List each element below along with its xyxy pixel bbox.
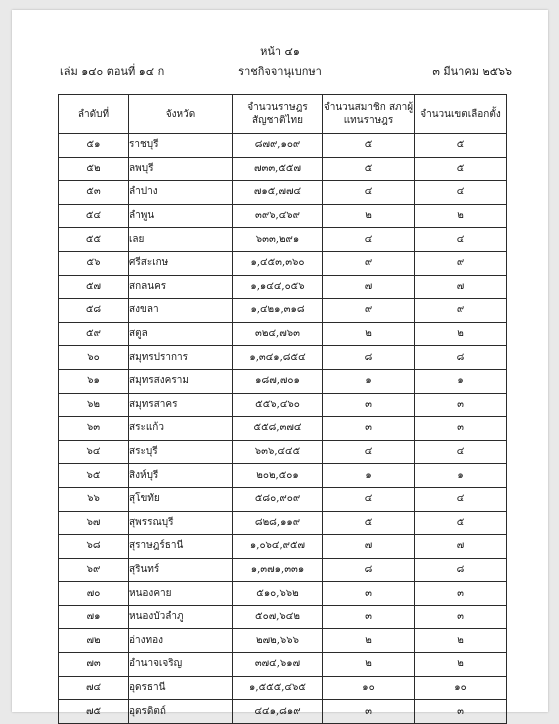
row-number: ๕๕: [59, 228, 129, 252]
district-count-value: ๓: [415, 700, 507, 724]
table-row: [59, 299, 507, 323]
row-number: ๗๐: [59, 582, 129, 606]
header-mp-count: จำนวนสมาชิก สภาผู้แทนราษฎร: [323, 95, 415, 134]
table-row: [59, 511, 507, 535]
population-value: ๕๐๗,๖๔๒: [233, 605, 323, 629]
row-number: ๗๒: [59, 629, 129, 653]
row-number: ๖๓: [59, 417, 129, 441]
mp-count-value: ๔: [323, 487, 415, 511]
mp-count-value: ๗: [323, 275, 415, 299]
table-row: [59, 157, 507, 181]
mp-count-value: ๒: [323, 629, 415, 653]
population-value: ๗๑๕,๗๗๔: [233, 181, 323, 205]
row-number: ๖๔: [59, 440, 129, 464]
population-value: ๑,๔๕๓,๓๖๐: [233, 251, 323, 275]
row-number: ๖๒: [59, 393, 129, 417]
row-number: ๕๒: [59, 157, 129, 181]
population-value: ๖๓๓,๒๙๑: [233, 228, 323, 252]
population-value: ๑,๑๔๔,๐๕๖: [233, 275, 323, 299]
district-count-value: ๗: [415, 275, 507, 299]
province-name: สุโขทัย: [129, 487, 233, 511]
mp-count-value: ๑๐: [323, 676, 415, 700]
district-count-value: ๒: [415, 204, 507, 228]
province-name: สมุทรสงคราม: [129, 369, 233, 393]
population-value: ๒๐๒,๕๐๑: [233, 464, 323, 488]
mp-count-value: ๕: [323, 134, 415, 158]
row-number: ๕๙: [59, 322, 129, 346]
table-row: [59, 676, 507, 700]
mp-count-value: ๔: [323, 440, 415, 464]
table-row: [59, 251, 507, 275]
header-population: จำนวนราษฎร สัญชาติไทย: [233, 95, 323, 134]
population-value: ๕๕๘,๓๗๔: [233, 417, 323, 441]
district-count-value: ๙: [415, 251, 507, 275]
population-value: ๔๔๑,๘๑๙: [233, 700, 323, 724]
province-name: ราชบุรี: [129, 134, 233, 158]
province-name: ศรีสะเกษ: [129, 251, 233, 275]
population-value: ๓๙๖,๔๖๙: [233, 204, 323, 228]
province-name: สระแก้ว: [129, 417, 233, 441]
district-count-value: ๓: [415, 605, 507, 629]
table-row: [59, 605, 507, 629]
district-count-value: ๙: [415, 299, 507, 323]
district-count-value: ๑: [415, 369, 507, 393]
district-count-value: ๓: [415, 393, 507, 417]
population-value: ๘๒๘,๑๑๙: [233, 511, 323, 535]
row-number: ๗๕: [59, 700, 129, 724]
province-name: สุรินทร์: [129, 558, 233, 582]
district-count-value: ๕: [415, 134, 507, 158]
province-name: สระบุรี: [129, 440, 233, 464]
district-count-value: ๑๐: [415, 676, 507, 700]
table-row: [59, 417, 507, 441]
table-row: [59, 558, 507, 582]
table-row: [59, 204, 507, 228]
province-name: ลพบุรี: [129, 157, 233, 181]
district-count-value: ๒: [415, 629, 507, 653]
population-value: ๕๑๐,๖๖๒: [233, 582, 323, 606]
province-table: [58, 94, 507, 724]
district-count-value: ๔: [415, 440, 507, 464]
mp-count-value: ๙: [323, 251, 415, 275]
row-number: ๕๑: [59, 134, 129, 158]
mp-count-value: ๓: [323, 605, 415, 629]
province-name: สมุทรสาคร: [129, 393, 233, 417]
row-number: ๕๗: [59, 275, 129, 299]
population-value: ๑,๔๒๑,๓๑๘: [233, 299, 323, 323]
gazette-title: ราชกิจจานุเบกษา: [238, 65, 322, 78]
district-count-value: ๒: [415, 322, 507, 346]
population-value: ๕๕๖,๔๖๐: [233, 393, 323, 417]
population-value: ๒๗๒,๖๖๖: [233, 629, 323, 653]
table-row: [59, 322, 507, 346]
province-name: ลำปาง: [129, 181, 233, 205]
table-body: [59, 134, 507, 724]
population-value: ๗๓๓,๕๕๗: [233, 157, 323, 181]
mp-count-value: ๘: [323, 558, 415, 582]
mp-count-value: ๓: [323, 417, 415, 441]
district-count-value: ๘: [415, 346, 507, 370]
mp-count-value: ๔: [323, 228, 415, 252]
page-number: หน้า ๔๑: [260, 45, 300, 58]
population-value: ๑,๓๔๑,๘๕๔: [233, 346, 323, 370]
district-count-value: ๒: [415, 653, 507, 677]
population-value: ๑,๕๕๕,๔๖๕: [233, 676, 323, 700]
district-count-value: ๔: [415, 487, 507, 511]
table-row: [59, 440, 507, 464]
table-header-row: [59, 95, 507, 134]
mp-count-value: ๒: [323, 653, 415, 677]
mp-count-value: ๒: [323, 322, 415, 346]
mp-count-value: ๓: [323, 700, 415, 724]
mp-count-value: ๓: [323, 393, 415, 417]
mp-count-value: ๕: [323, 511, 415, 535]
province-name: สกลนคร: [129, 275, 233, 299]
district-count-value: ๑: [415, 464, 507, 488]
province-name: สิงห์บุรี: [129, 464, 233, 488]
province-name: อ่างทอง: [129, 629, 233, 653]
mp-count-value: ๔: [323, 181, 415, 205]
table-row: [59, 487, 507, 511]
population-value: ๘๗๙,๑๐๙: [233, 134, 323, 158]
province-name: เลย: [129, 228, 233, 252]
table-row: [59, 653, 507, 677]
mp-count-value: ๒: [323, 204, 415, 228]
population-value: ๑,๓๗๑,๓๓๑: [233, 558, 323, 582]
table-row: [59, 228, 507, 252]
row-number: ๕๖: [59, 251, 129, 275]
volume-issue: เล่ม ๑๔๐ ตอนที่ ๑๔ ก: [60, 65, 165, 78]
table-row: [59, 629, 507, 653]
publication-date: ๓ มีนาคม ๒๕๖๖: [432, 65, 512, 78]
district-count-value: ๘: [415, 558, 507, 582]
population-value: ๑๘๗,๗๐๑: [233, 369, 323, 393]
province-name: อุตรดิตถ์: [129, 700, 233, 724]
district-count-value: ๗: [415, 535, 507, 559]
mp-count-value: ๑: [323, 464, 415, 488]
population-value: ๑,๐๖๔,๙๕๗: [233, 535, 323, 559]
province-name: ลำพูน: [129, 204, 233, 228]
header-district-count: จำนวนเขตเลือกตั้ง: [415, 95, 507, 134]
province-name: อุดรธานี: [129, 676, 233, 700]
district-count-value: ๕: [415, 511, 507, 535]
row-number: ๖๗: [59, 511, 129, 535]
row-number: ๖๙: [59, 558, 129, 582]
population-value: ๕๘๐,๙๐๙: [233, 487, 323, 511]
province-name: สุพรรณบุรี: [129, 511, 233, 535]
row-number: ๖๐: [59, 346, 129, 370]
district-count-value: ๔: [415, 228, 507, 252]
mp-count-value: ๗: [323, 535, 415, 559]
table-row: [59, 535, 507, 559]
row-number: ๗๔: [59, 676, 129, 700]
document-page: [12, 10, 548, 717]
row-number: ๕๘: [59, 299, 129, 323]
population-value: ๖๓๖,๔๔๕: [233, 440, 323, 464]
table-row: [59, 181, 507, 205]
province-name: หนองคาย: [129, 582, 233, 606]
table-row: [59, 275, 507, 299]
province-name: สมุทรปราการ: [129, 346, 233, 370]
district-count-value: ๕: [415, 157, 507, 181]
mp-count-value: ๘: [323, 346, 415, 370]
row-number: ๕๓: [59, 181, 129, 205]
province-name: อำนาจเจริญ: [129, 653, 233, 677]
table-row: [59, 369, 507, 393]
row-number: ๖๘: [59, 535, 129, 559]
population-value: ๓๗๔,๖๑๗: [233, 653, 323, 677]
province-name: สุราษฎร์ธานี: [129, 535, 233, 559]
mp-count-value: ๙: [323, 299, 415, 323]
table-row: [59, 464, 507, 488]
mp-count-value: ๕: [323, 157, 415, 181]
province-name: สงขลา: [129, 299, 233, 323]
mp-count-value: ๓: [323, 582, 415, 606]
district-count-value: ๓: [415, 582, 507, 606]
row-number: ๗๑: [59, 605, 129, 629]
table-row: [59, 134, 507, 158]
row-number: ๗๓: [59, 653, 129, 677]
province-name: สตูล: [129, 322, 233, 346]
row-number: ๕๔: [59, 204, 129, 228]
table-row: [59, 346, 507, 370]
row-number: ๖๖: [59, 487, 129, 511]
row-number: ๖๑: [59, 369, 129, 393]
row-number: ๖๕: [59, 464, 129, 488]
table-row: [59, 582, 507, 606]
header-no: ลำดับที่: [59, 95, 129, 134]
district-count-value: ๓: [415, 417, 507, 441]
district-count-value: ๔: [415, 181, 507, 205]
province-name: หนองบัวลำภู: [129, 605, 233, 629]
table-row: [59, 393, 507, 417]
header-province: จังหวัด: [129, 95, 233, 134]
mp-count-value: ๑: [323, 369, 415, 393]
population-value: ๓๒๔,๗๖๓: [233, 322, 323, 346]
